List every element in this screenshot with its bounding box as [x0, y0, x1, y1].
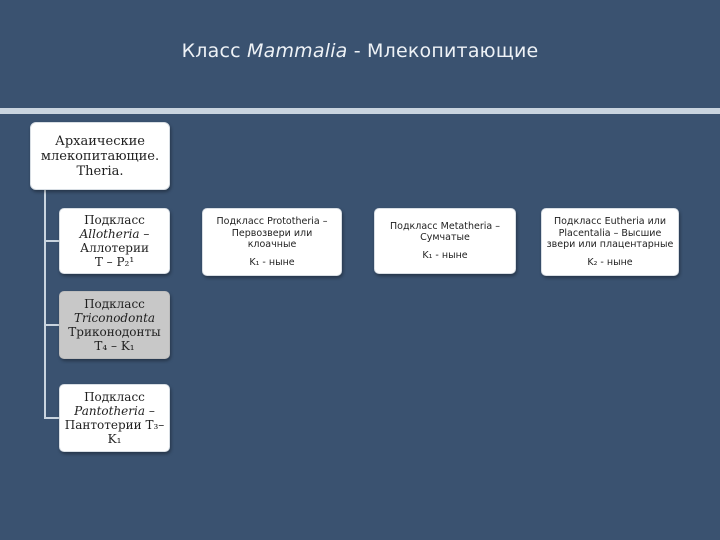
slide-title — [0, 40, 720, 62]
child-dash: – — [145, 404, 155, 418]
root-line-1: Архаические — [55, 133, 145, 149]
subclass-line-1: Подкласс Prototheria – — [216, 216, 328, 227]
tree-connector-branch-3 — [44, 417, 59, 419]
subclass-range: K₁ - ныне — [422, 249, 468, 261]
subclass-line-1: Подкласс Metatheria – — [390, 220, 500, 232]
title-latin: Mammalia — [247, 40, 348, 62]
subclass-line-1: Подкласс Eutheria или — [553, 216, 667, 227]
child-line-4: T₄ – K₁ — [94, 339, 135, 353]
subclass-range: K₂ - ныне — [587, 256, 633, 268]
child-line-1: Подкласс — [84, 213, 145, 227]
child-latin: Allotheria — [79, 227, 140, 241]
subclass-line-2: Первозвери или — [231, 227, 313, 239]
subclass-line-3: звери или плацентарные — [546, 239, 674, 250]
subclass-range: K₁ - ныне — [249, 256, 295, 268]
child-line-2 — [80, 227, 150, 241]
child-node-triconodonta — [59, 291, 170, 359]
separator-band — [0, 108, 720, 114]
child-line-1: Подкласс — [84, 390, 145, 404]
title-prefix: Класс — [181, 40, 248, 62]
subclass-line-3: клоачные — [247, 239, 297, 250]
child-line-2 — [74, 404, 155, 418]
child-line-3: Аллотерии — [80, 241, 149, 255]
title-suffix: - Млекопитающие — [347, 40, 539, 62]
subclass-node-eutheria — [541, 208, 679, 276]
child-latin: Triconodonta — [73, 311, 156, 325]
subclass-line-2: Сумчатые — [420, 232, 470, 244]
root-line-3: Theria. — [76, 163, 124, 179]
child-line-4: T – P₂¹ — [94, 255, 135, 269]
child-dash: – — [139, 227, 150, 241]
child-line-3: Триконодонты — [68, 325, 161, 339]
root-node-theria — [30, 122, 170, 190]
child-line-3: Пантотерии T₃– — [64, 418, 165, 432]
tree-connector-vertical — [44, 190, 46, 418]
child-node-allotheria — [59, 208, 170, 274]
subclass-node-prototheria — [202, 208, 342, 276]
root-line-2: млекопитающие. — [40, 148, 160, 164]
tree-connector-branch-2 — [44, 324, 59, 326]
subclass-line-2: Placentalia – Высшие — [558, 227, 662, 239]
child-line-4: K₁ — [107, 432, 122, 446]
child-latin: Pantotheria — [74, 404, 146, 418]
subclass-node-metatheria — [374, 208, 516, 274]
child-line-1: Подкласс — [84, 297, 145, 311]
tree-connector-branch-1 — [44, 240, 59, 242]
child-node-pantotheria — [59, 384, 170, 452]
